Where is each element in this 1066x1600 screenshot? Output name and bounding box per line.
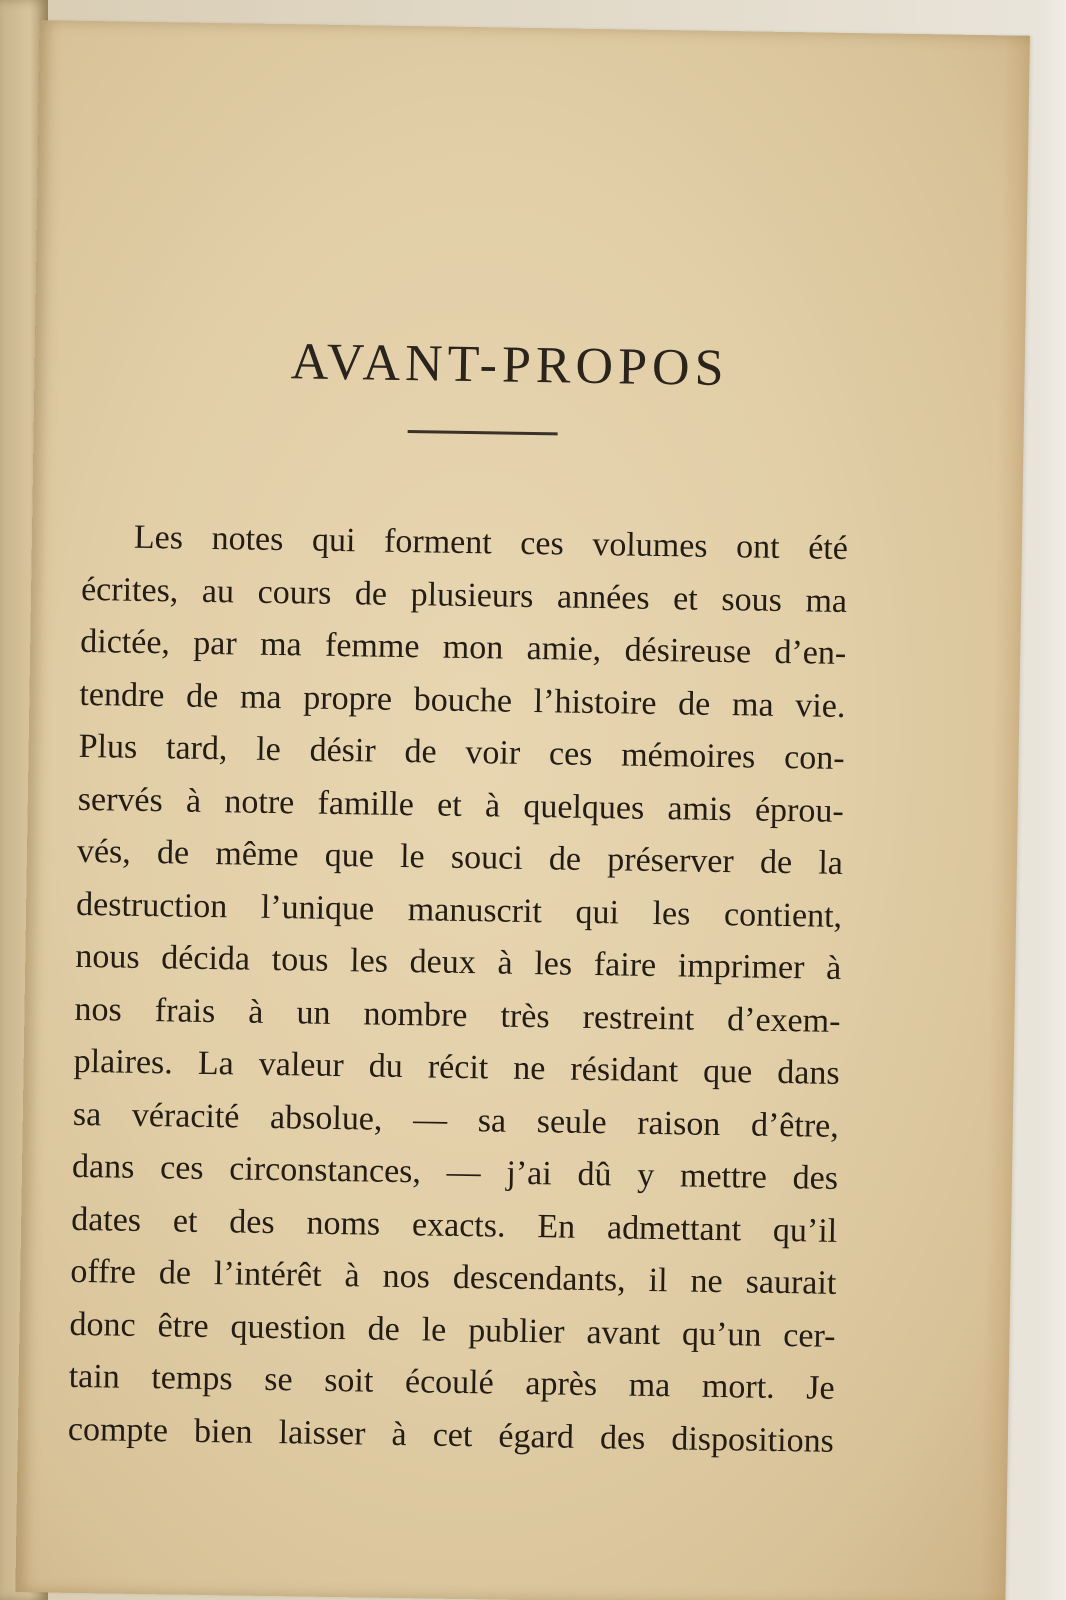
text-line: tendre de ma propre bouche l’histoire de ma vie. <box>79 675 846 725</box>
text-line: vés, de même que le souci de préserver de la <box>76 832 844 882</box>
page-title: AVANT-PROPOS <box>290 333 729 398</box>
text-line: servés à notre famille et à quelques amis éprou- <box>77 780 845 830</box>
text-line: dictée, par ma femme mon amie, désireuse d’en- <box>80 622 847 672</box>
text-line: plaires. La valeur du récit ne résidant que dans <box>73 1042 840 1092</box>
text-line: compte bien laisser à cet égard des dispositions <box>67 1410 835 1460</box>
text-line: Les notes qui forment ces volumes ont été <box>133 518 849 567</box>
text-line: destruction l’unique manuscrit qui les contient, <box>75 885 843 935</box>
text-line: donc être question de le publier avant qu’un cer- <box>69 1305 836 1355</box>
text-line: offre de l’intérêt à nos descendants, il ne saurait <box>70 1252 837 1302</box>
text-line: nous décida tous les deux à les faire imprimer à <box>75 937 842 987</box>
text-line: dans ces circonstances, — j’ai dû y mettre des <box>71 1147 839 1197</box>
text-line: nos frais à un nombre très restreint d’exem- <box>74 990 841 1040</box>
text-line: sa véracité absolue, — sa seule raison d’être, <box>72 1095 840 1145</box>
text-line: Plus tard, le désir de voir ces mémoires con- <box>78 727 845 777</box>
text-line: tain temps se soit écoulé après ma mort. Je <box>68 1357 835 1407</box>
book-page <box>15 20 1030 1600</box>
text-line: écrites, au cours de plusieurs années et sous ma <box>80 570 848 620</box>
title-divider <box>408 430 558 435</box>
body-paragraph <box>68 511 849 1468</box>
text-line: dates et des noms exacts. En admettant qu’il <box>70 1200 838 1250</box>
